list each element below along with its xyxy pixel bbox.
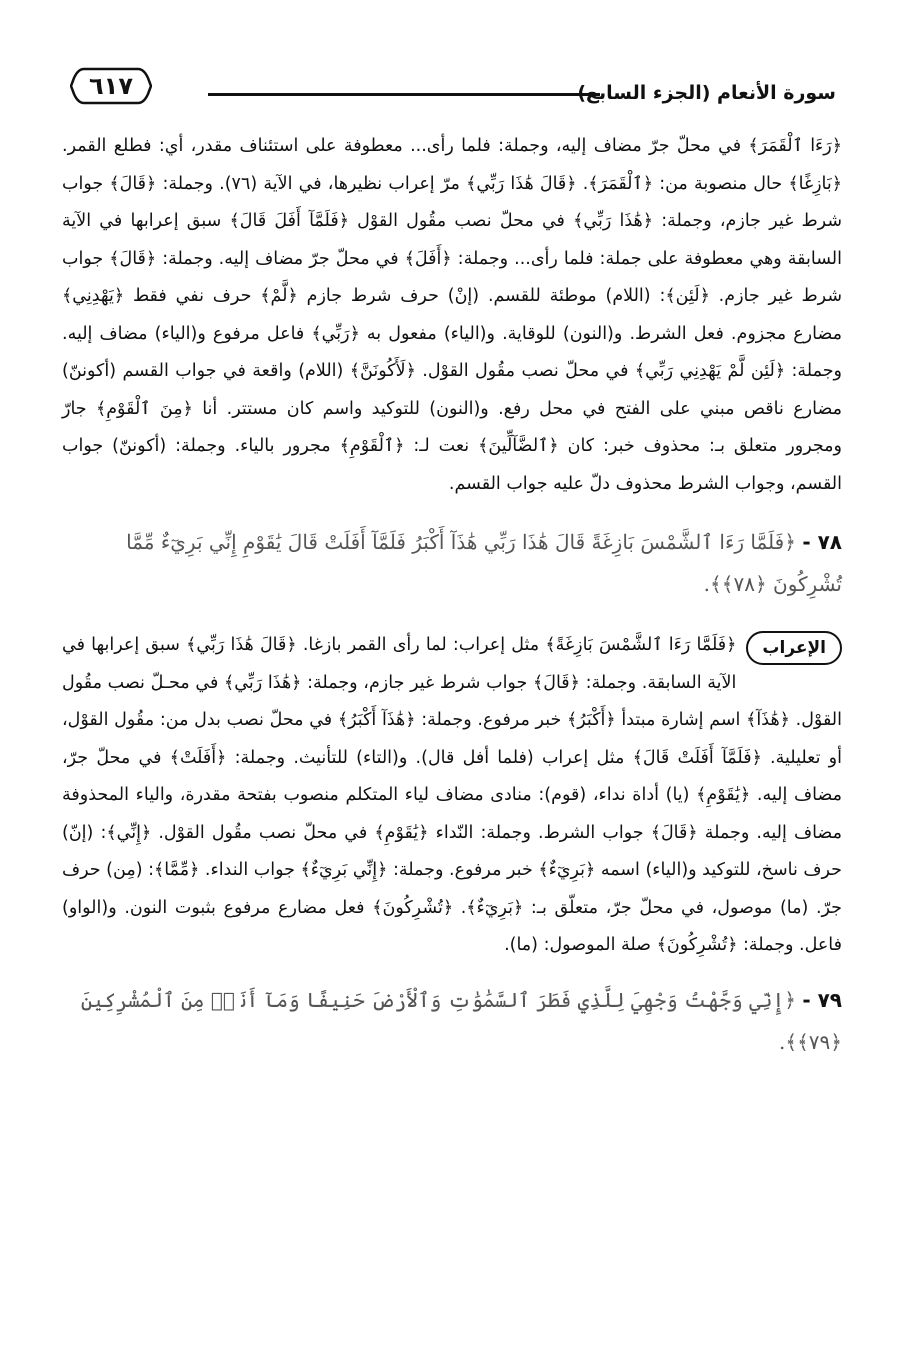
irab-section — [62, 627, 842, 965]
verse-text-79: ﴿إِنِّي وَجَّهْتُ وَجْهِيَ لِلَّذِي فَطَرَ ٱلسَّمَٰوَٰتِ وَٱلْأَرْضَ حَنِيفًا وَمَآ أَنَا۠ مِنَ ٱلْمُشْرِكِينَ ﴿٧٩﴾﴾. — [80, 987, 842, 1054]
verse-number-78: ٧٨ - — [802, 530, 842, 554]
verse-number-79: ٧٩ - — [802, 987, 842, 1012]
page-number: ٦١٧ — [89, 72, 133, 100]
commentary-paragraph-1: ﴿رَءَا ٱلْقَمَرَ﴾ في محلّ جرّ مضاف إليه، وجملة: فلما رأى... معطوفة على استئناف مقدر، أي: فطلع القمر. ﴿بَازِغًا﴾ حال منصوبة من: ﴿ٱلْقَمَرَ﴾. ﴿قَالَ هَٰذَا رَبِّي﴾ مرّ إعراب نظيرها، في الآية (٧٦). وجملة: ﴿قَالَ﴾ جواب شرط غير جازم، وجملة: ﴿هَٰذَا رَبِّي﴾ في محلّ نصب مقُول القوْل ﴿فَلَمَّآ أَفَلَ قَالَ﴾ سبق إعرابها في الآية السابقة وهي معطوفة على جملة: فلما رأى... وجملة: ﴿أَفَلَ﴾ في محلّ جرّ مضاف إليه. وجملة: ﴿قَالَ﴾ جواب شرط غير جازم. ﴿لَئِن﴾: (اللام) موطئة للقسم. (إنْ) حرف شرط جازم ﴿لَّمْ﴾ حرف نفي فقط ﴿يَهْدِنِي﴾ مضارع مجزوم. فعل الشرط. و(النون) للوقاية. و(الياء) مفعول به ﴿رَبِّي﴾ فاعل مرفوع و(الياء) مضاف إليه. وجملة: ﴿لَئِن لَّمْ يَهْدِنِي رَبِّي﴾ في محلّ نصب مقُول القوْل. ﴿لَأَكُونَنَّ﴾ (اللام) واقعة في جواب القسم (أكوننّ) مضارع ناقص مبني على الفتح في محل رفع. و(النون) للتوكيد واسم كان مستتر. أنا ﴿مِنَ ٱلْقَوْمِ﴾ جارّ ومجرور متعلق بـ: محذوف خبر: كان ﴿ٱلضَّآلِّينَ﴾ نعت لـ: ﴿ٱلْقَوْمِ﴾ مجرور بالياء. وجملة: (أكوننّ) جواب القسم، وجواب الشرط محذوف دلّ عليه جواب القسم. — [62, 136, 843, 494]
irab-badge: الإعراب — [746, 631, 842, 665]
verse-text-78: ﴿فَلَمَّا رَءَا ٱلشَّمْسَ بَازِغَةً قَالَ هَٰذَا رَبِّي هَٰذَآ أَكْبَرُ فَلَمَّآ أَفَلَتْ قَالَ يَٰقَوْمِ إِنِّي بَرِيٓءٌ مِّمَّا تُشْرِكُونَ ﴿٧٨﴾﴾. — [126, 530, 842, 596]
running-title: سورة الأنعام (الجزء السابع) — [577, 82, 836, 104]
page-header — [62, 56, 842, 116]
page-number-frame — [70, 66, 152, 106]
page — [62, 56, 842, 1063]
verse-78 — [62, 521, 842, 605]
verse-79 — [62, 979, 842, 1063]
commentary-paragraph-2: ﴿فَلَمَّا رَءَا ٱلشَّمْسَ بَازِغَةً﴾ مثل إعراب: لما رأى القمر بازغا. ﴿قَالَ هَٰذَا رَبِّي﴾ سبق إعرابها في الآية السابقة. وجملة: ﴿قَالَ﴾ جواب شرط غير جازم، وجملة: ﴿هَٰذَا رَبِّي﴾ في محـلّ نصب مقُول القوْل. ﴿هَٰذَآ﴾ اسم إشارة مبتدأ ﴿أَكْبَرُ﴾ خبر مرفوع. وجملة: ﴿هَٰذَآ أَكْبَرُ﴾ في محلّ نصب بدل من: مقُول القوْل، أو تعليلية. ﴿فَلَمَّآ أَفَلَتْ قَالَ﴾ مثل إعراب (فلما أفل قال). و(التاء) للتأنيث. وجملة: ﴿أَفَلَتْ﴾ في محلّ جرّ، مضاف إليه. ﴿يَٰقَوْمِ﴾ (يا) أداة نداء، (قوم): منادى مضاف لياء المتكلم منصوب بفتحة مقدرة، والياء المحذوفة مضاف إليه. وجملة ﴿قَالَ﴾ جواب الشرط. وجملة: النّداء ﴿يَٰقَوْمِ﴾ في محلّ نصب مقُول القوْل. ﴿إِنِّي﴾: (إنّ) حرف ناسخ، للتوكيد و(الياء) اسمه ﴿بَرِيٓءٌ﴾ خبر مرفوع. وجملة: ﴿إِنِّي بَرِيٓءٌ﴾ جواب النداء. ﴿مِّمَّا﴾: (مِن) حرف جرّ. (ما) موصول، في محلّ جرّ، متعلّق بـ: ﴿بَرِيٓءٌ﴾. ﴿تُشْرِكُونَ﴾ فعل مضارع مرفوع بثبوت النون. و(الواو) فاعل. وجملة: ﴿تُشْرِكُونَ﴾ صلة الموصول: (ما). — [62, 635, 842, 955]
header-rule — [208, 93, 600, 96]
